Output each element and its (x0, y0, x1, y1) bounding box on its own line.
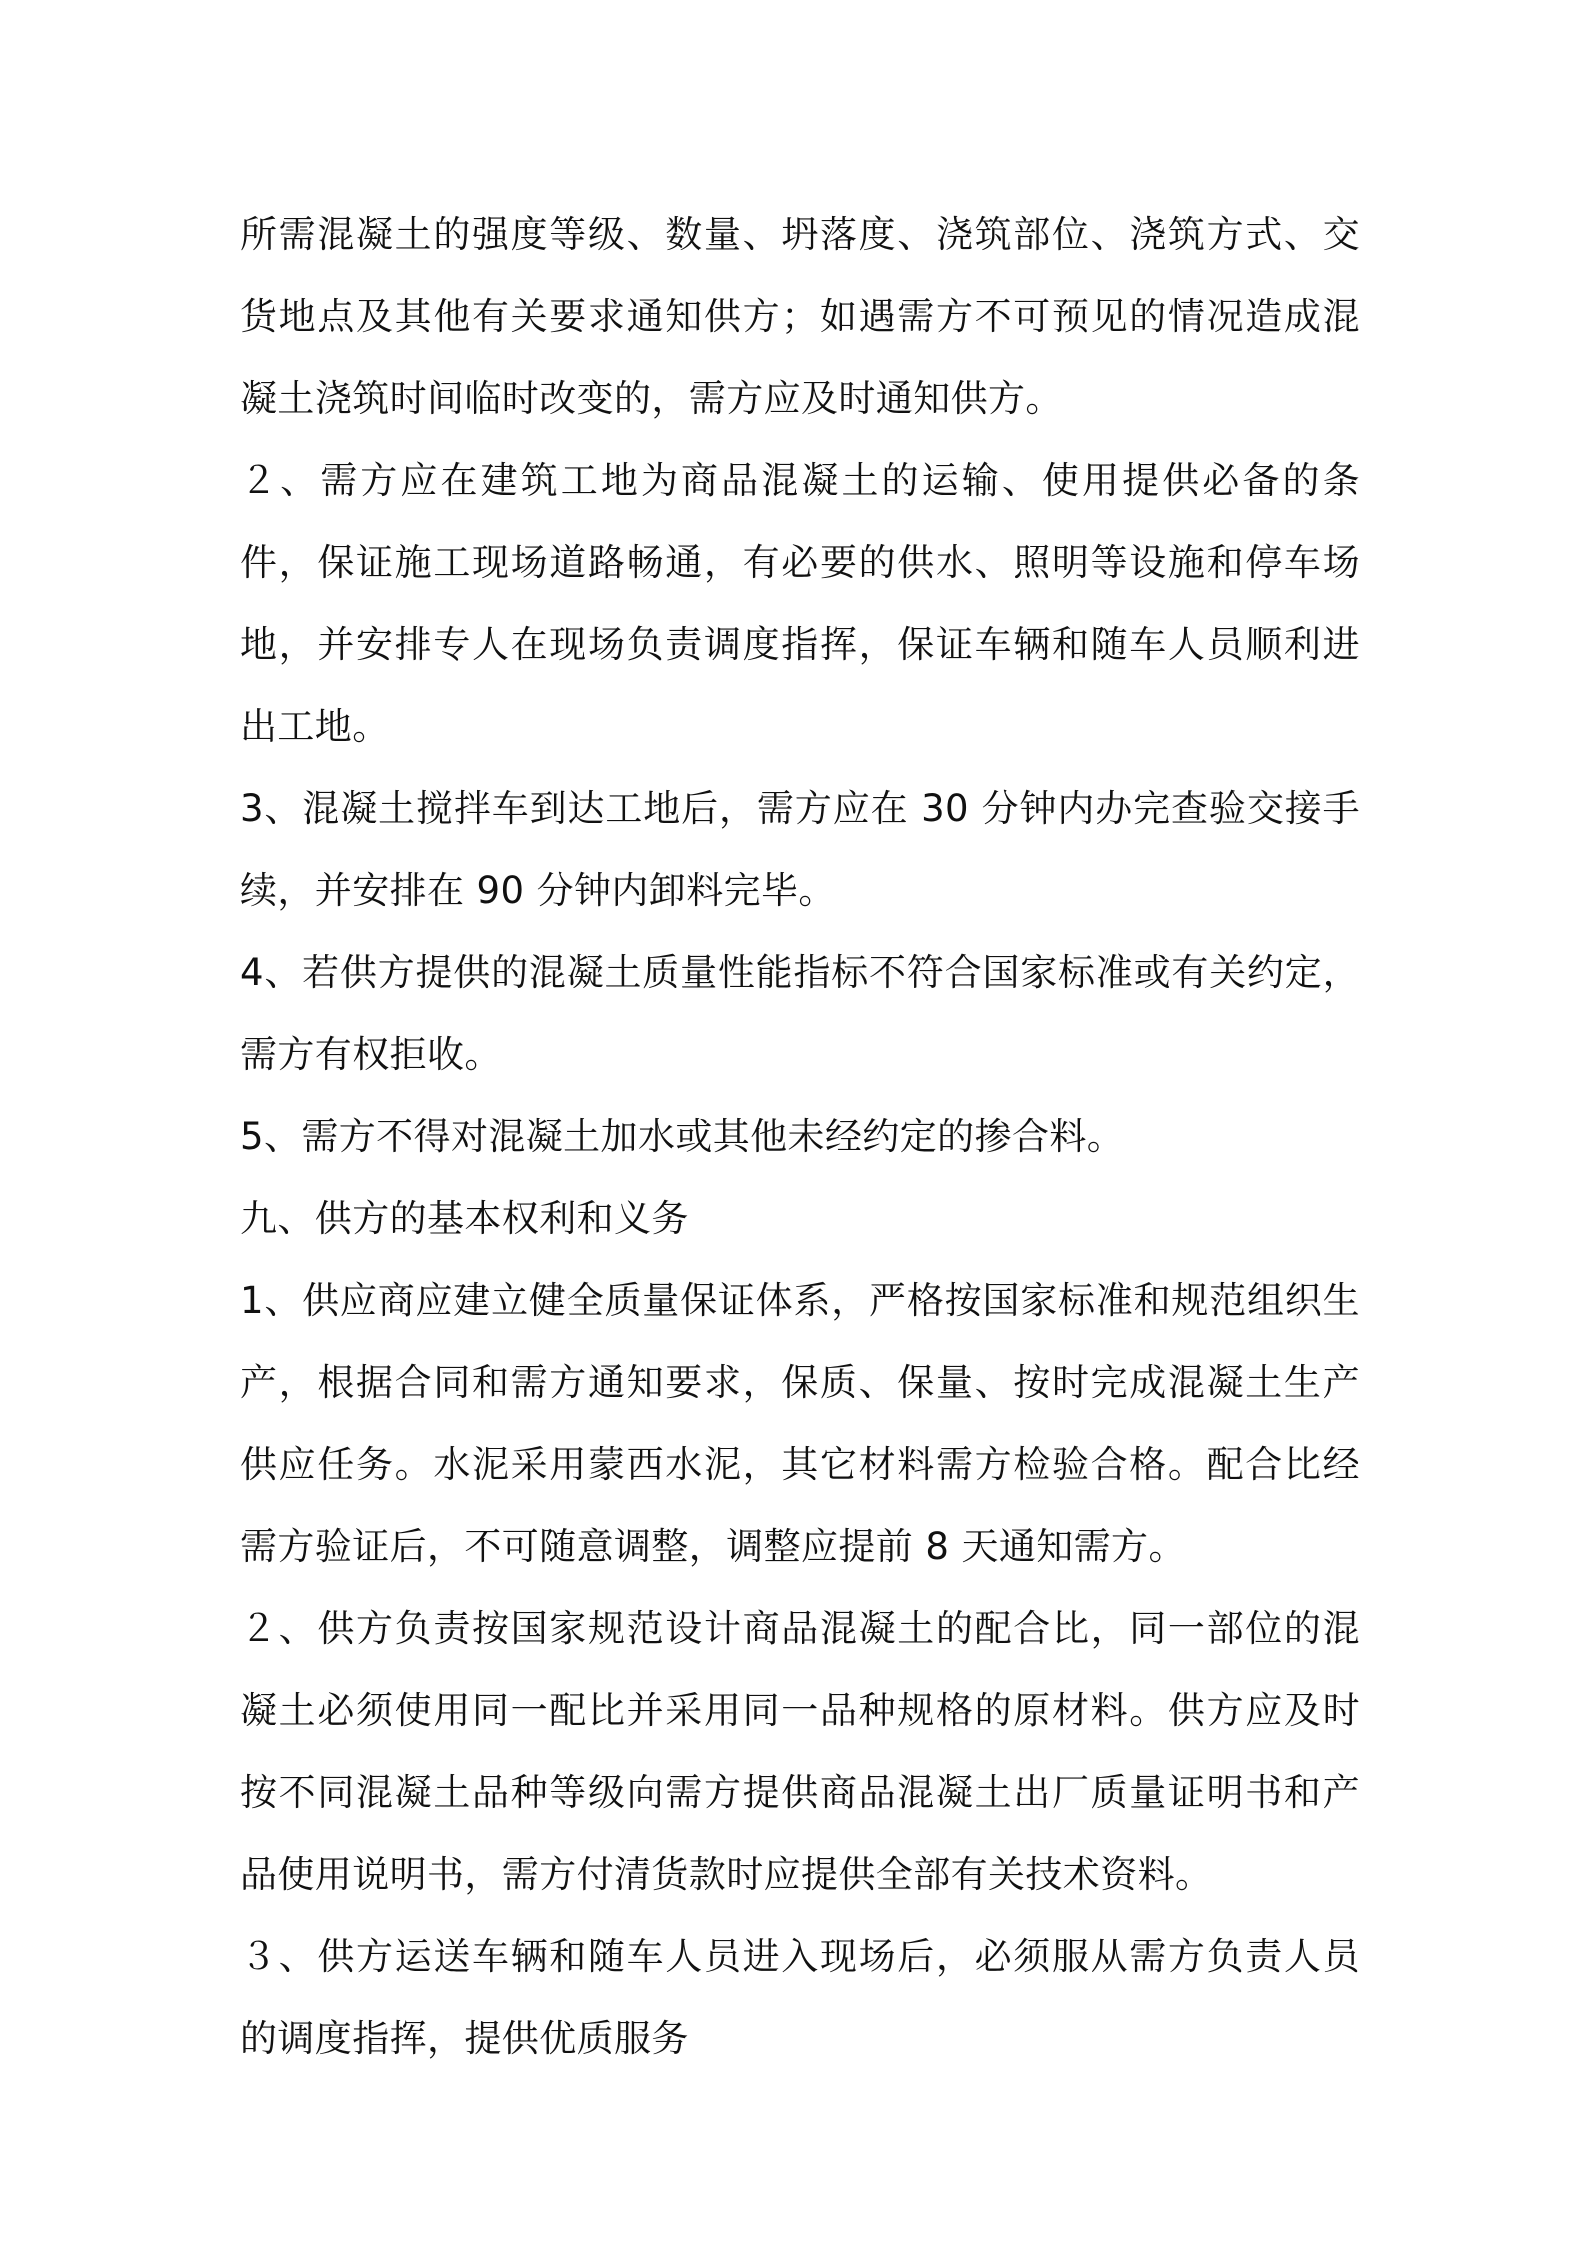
paragraph-6: 1、供应商应建立健全质量保证体系，严格按国家标准和规范组织生产，根据合同和需方通知要求，保质、保量、按时完成混凝土生产供应任务。水泥采用蒙西水泥，其它材料需方检验合格。配合比经需方验证后，不可随意调整，调整应提前 8 天通知需方。 (240, 1279, 1360, 1568)
paragraph-3: 3、混凝土搅拌车到达工地后，需方应在 30 分钟内办完查验交接手续，并安排在 90 分钟内卸料完毕。 (240, 787, 1360, 912)
paragraph-8: ３、供方运送车辆和随车人员进入现场后，必须服从需方负责人员的调度指挥，提供优质服务 (240, 1935, 1360, 2060)
section-heading: 九、供方的基本权利和义务 (240, 1197, 689, 1240)
paragraph-7: ２、供方负责按国家规范设计商品混凝土的配合比，同一部位的混凝土必须使用同一配比并采用同一品种规格的原材料。供方应及时按不同混凝土品种等级向需方提供商品混凝土出厂质量证明书和产品使用说明书，需方付清货款时应提供全部有关技术资料。 (240, 1607, 1360, 1896)
document-body (240, 194, 1360, 2080)
paragraph-4: 4、若供方提供的混凝土质量性能指标不符合国家标准或有关约定，需方有权拒收。 (240, 951, 1360, 1076)
paragraph-1: 所需混凝土的强度等级、数量、坍落度、浇筑部位、浇筑方式、交货地点及其他有关要求通知供方；如遇需方不可预见的情况造成混凝土浇筑时间临时改变的，需方应及时通知供方。 (240, 213, 1360, 420)
paragraph-5: 5、需方不得对混凝土加水或其他未经约定的掺合料。 (240, 1115, 1125, 1158)
paragraph-2: ２、需方应在建筑工地为商品混凝土的运输、使用提供必备的条件，保证施工现场道路畅通，有必要的供水、照明等设施和停车场地，并安排专人在现场负责调度指挥，保证车辆和随车人员顺利进出工地。 (240, 459, 1360, 748)
